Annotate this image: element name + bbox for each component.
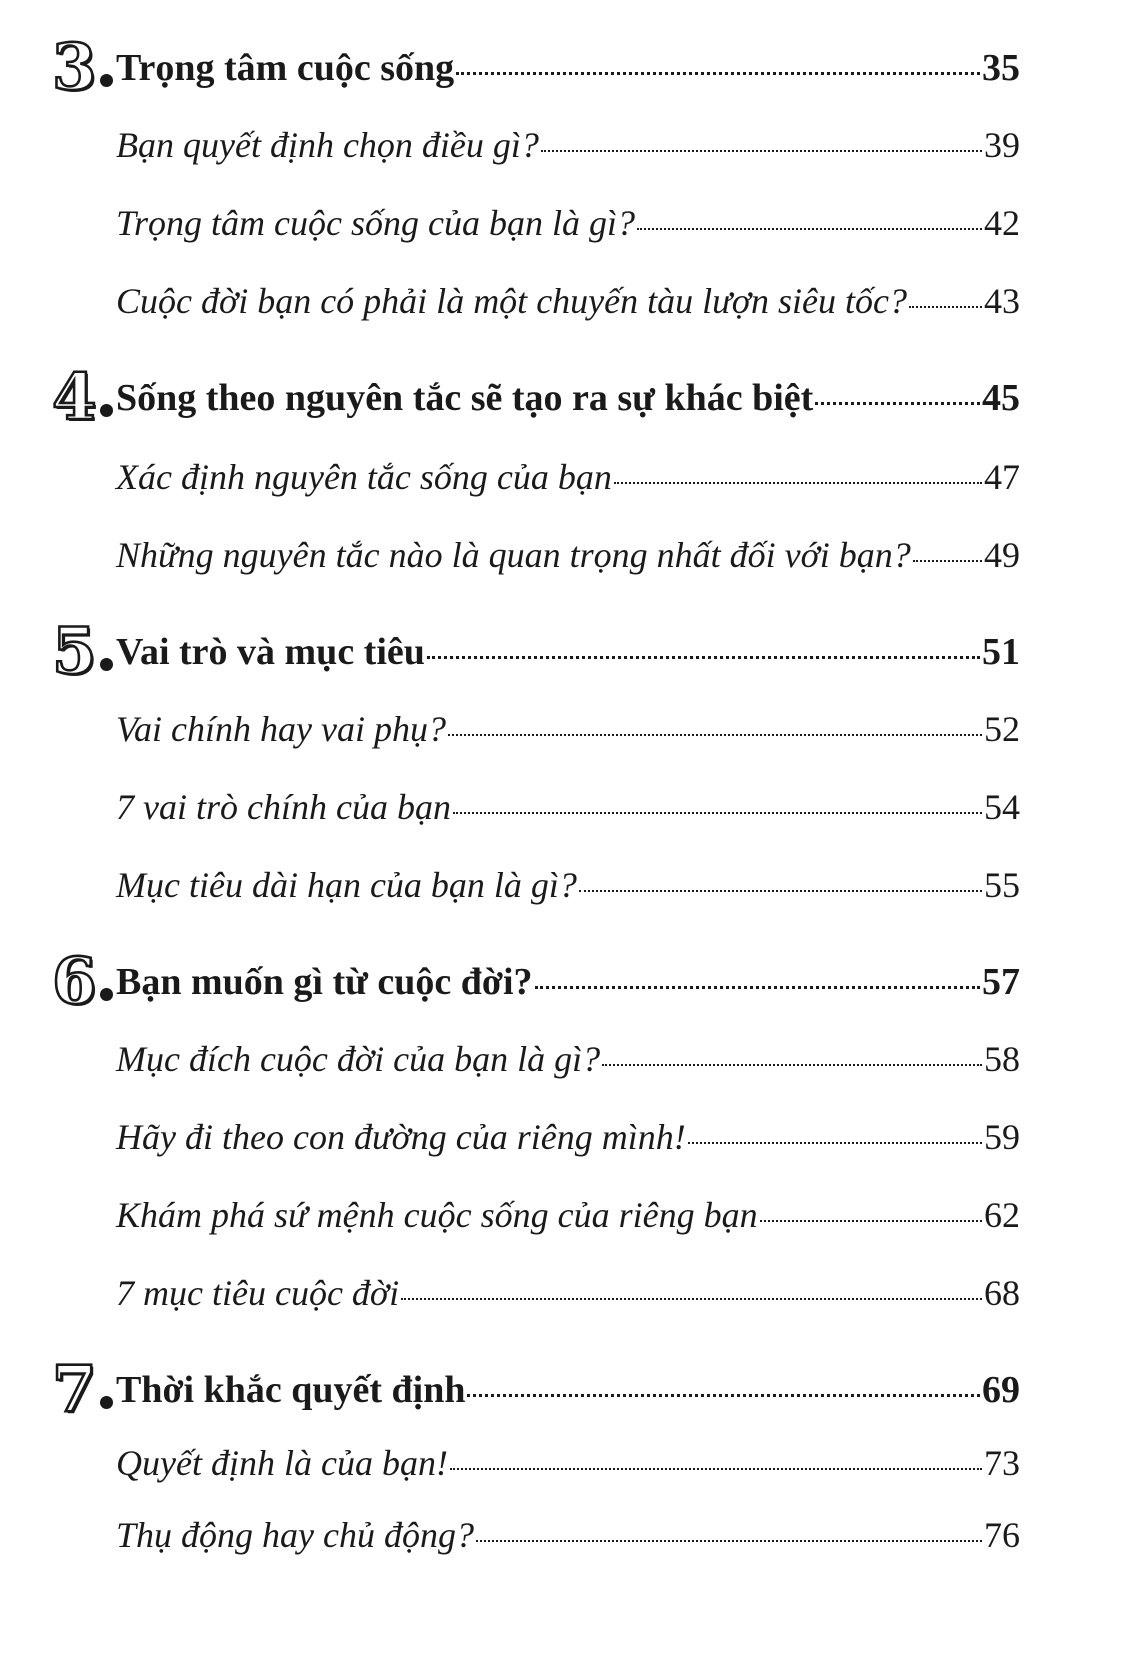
- section-title: Cuộc đời bạn có phải là một chuyến tàu lượn siêu tốc?: [116, 281, 907, 321]
- section-title: Mục tiêu dài hạn của bạn là gì?: [116, 865, 577, 905]
- toc-chapter-4[interactable]: [0, 358, 1126, 436]
- dot-leader: [467, 1394, 980, 1397]
- section-title: Xác định nguyên tắc sống của bạn: [116, 457, 612, 497]
- dot-leader: [401, 1298, 982, 1300]
- dot-leader: [453, 812, 982, 814]
- chapter-page-number: 35: [982, 47, 1020, 89]
- chapter-number-dot: [100, 658, 113, 671]
- dot-leader: [909, 306, 982, 308]
- dot-leader: [815, 402, 980, 405]
- section-page-number: 47: [984, 457, 1020, 497]
- section-title: Hãy đi theo con đường của riêng mình!: [116, 1117, 686, 1157]
- dot-leader: [688, 1142, 982, 1144]
- dot-leader: [614, 482, 982, 484]
- dot-leader: [541, 150, 982, 152]
- section-page-number: 42: [984, 203, 1020, 243]
- section-title: Mục đích cuộc đời của bạn là gì?: [116, 1039, 601, 1079]
- section-title: Quyết định là của bạn!: [116, 1443, 448, 1483]
- dot-leader: [535, 986, 980, 989]
- chapter-number: 3: [52, 36, 113, 100]
- chapter-title: Bạn muốn gì từ cuộc đời?: [116, 961, 533, 1003]
- section-page-number: 59: [984, 1117, 1020, 1157]
- section-title: Trọng tâm cuộc sống của bạn là gì?: [116, 203, 635, 243]
- section-page-number: 68: [984, 1273, 1020, 1313]
- section-title: 7 vai trò chính của bạn: [116, 787, 451, 827]
- section-title: Bạn quyết định chọn điều gì?: [116, 125, 539, 165]
- dot-leader: [450, 1468, 982, 1470]
- toc-chapter-6[interactable]: [0, 942, 1126, 1020]
- section-title: Vai chính hay vai phụ?: [116, 709, 446, 749]
- section-page-number: 58: [984, 1039, 1020, 1079]
- chapter-title: Trọng tâm cuộc sống: [116, 47, 455, 89]
- chapter-page-number: 45: [982, 377, 1020, 419]
- section-page-number: 76: [984, 1515, 1020, 1555]
- chapter-title: Thời khắc quyết định: [116, 1369, 466, 1411]
- chapter-number: 6: [52, 950, 113, 1014]
- chapter-page-number: 69: [982, 1369, 1020, 1411]
- section-page-number: 52: [984, 709, 1020, 749]
- dot-leader: [579, 890, 982, 892]
- toc-chapter-5[interactable]: [0, 612, 1126, 690]
- section-page-number: 49: [984, 535, 1020, 575]
- chapter-number-dot: [100, 1396, 113, 1409]
- dot-leader: [448, 734, 982, 736]
- chapter-number: 5: [52, 620, 113, 684]
- section-page-number: 43: [984, 281, 1020, 321]
- chapter-page-number: 57: [982, 961, 1020, 1003]
- dot-leader: [427, 656, 980, 659]
- dot-leader: [913, 560, 982, 562]
- chapter-number: 4: [52, 366, 113, 430]
- chapter-title: Vai trò và mục tiêu: [116, 631, 425, 673]
- dot-leader: [760, 1220, 982, 1222]
- section-page-number: 54: [984, 787, 1020, 827]
- chapter-title: Sống theo nguyên tắc sẽ tạo ra sự khác biệt: [116, 377, 814, 419]
- section-title: Khám phá sứ mệnh cuộc sống của riêng bạn: [116, 1195, 758, 1235]
- section-title: Những nguyên tắc nào là quan trọng nhất đối với bạn?: [116, 535, 911, 575]
- section-page-number: 73: [984, 1443, 1020, 1483]
- section-page-number: 55: [984, 865, 1020, 905]
- dot-leader: [476, 1540, 982, 1542]
- chapter-number-dot: [100, 74, 113, 87]
- dot-leader: [456, 72, 980, 75]
- chapter-number: 7: [52, 1358, 113, 1422]
- chapter-number-dot: [100, 404, 113, 417]
- section-title: Thụ động hay chủ động?: [116, 1515, 474, 1555]
- section-page-number: 39: [984, 125, 1020, 165]
- dot-leader: [637, 228, 982, 230]
- section-page-number: 62: [984, 1195, 1020, 1235]
- chapter-page-number: 51: [982, 631, 1020, 673]
- toc-chapter-3[interactable]: [0, 28, 1126, 106]
- toc-chapter-7[interactable]: [0, 1350, 1126, 1428]
- chapter-number-dot: [100, 988, 113, 1001]
- dot-leader: [602, 1064, 982, 1066]
- section-title: 7 mục tiêu cuộc đời: [116, 1273, 400, 1313]
